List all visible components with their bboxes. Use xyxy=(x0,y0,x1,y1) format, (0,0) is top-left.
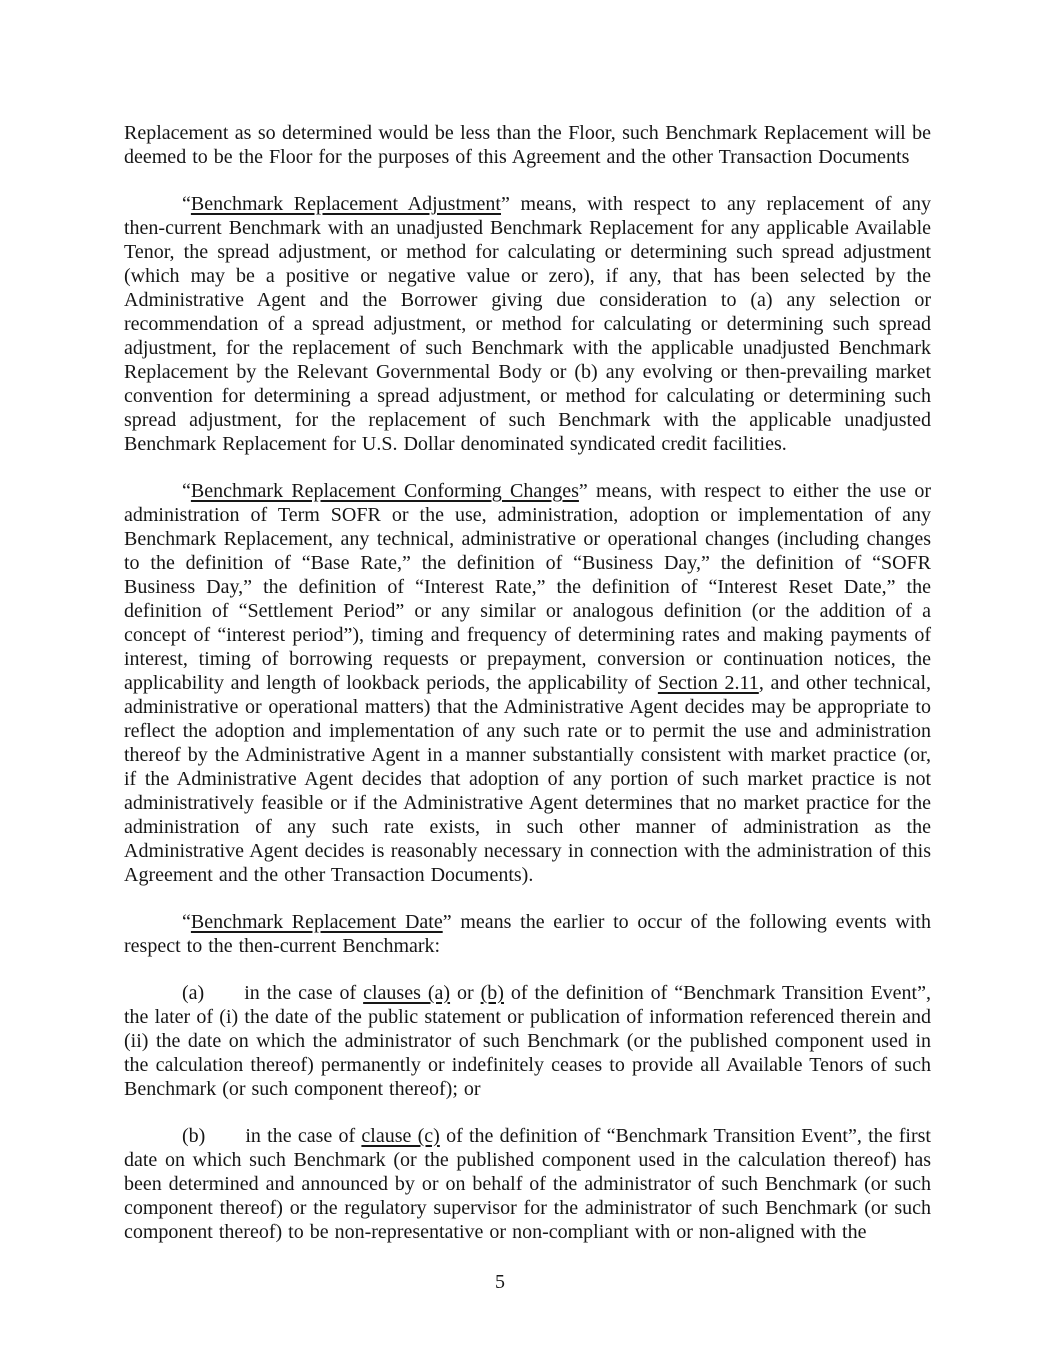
text-run: “ xyxy=(182,911,191,933)
page-number: 5 xyxy=(495,1271,505,1293)
underlined-term: (b) xyxy=(480,982,504,1004)
text-run: ” means, with respect to either the use or administration of Term SOFR or the use, administration, adoption or implementation of any Benchmark Replacement, any technical, administrative or operational changes (including changes to the definition of “Base Rate,” the definition of “Business Day,” the definition of “SOFR Business Day,” the definition of “Interest Rate,” the definition of “Interest Reset Date,” the definition of “Settlement Period” or any similar or analogous definition (or the addition of a concept of “interest period”), timing and frequency of determining rates and making payments of interest, timing of borrowing requests or prepayment, conversion or continuation notices, the applicability and length of lookback periods, the applicability of xyxy=(124,480,932,694)
definition-benchmark-replacement-adjustment xyxy=(124,192,931,456)
text-run: , and other technical, administrative or operational matters) that the Administrative Agent decides may be appropriate to reflect the adoption and implementation of any such rate or to permit the use and administration thereof by the Administrative Agent in a manner substantially consistent with market practice (or, if the Administrative Agent decides that adoption of any portion of such market practice is not administratively feasible or if the Administrative Agent determines that no market practice for the administration of any such rate exists, in such other manner of administration as the Administrative Agent decides is reasonably necessary in connection with the administration of this Agreement and the other Transaction Documents). xyxy=(124,672,932,886)
text-run: of the definition of “Benchmark Transition Event”, the later of (i) the date of the public statement or publication of information referenced therein and (ii) the date on which the administrator of such Benchmark (or the published component used in the calculation thereof) permanently or indefinitely ceases to provide all Available Tenors of such Benchmark (or such component thereof); or xyxy=(124,982,931,1100)
continuation-paragraph xyxy=(124,121,931,169)
clause-a-paragraph xyxy=(124,981,931,1101)
text-run: or xyxy=(450,982,481,1004)
text-run: in the case of xyxy=(244,982,364,1004)
text-run: ” means the earlier to occur of the following events with respect to the then-current Benchmark: xyxy=(124,911,931,957)
underlined-term: Benchmark Replacement Date xyxy=(190,911,443,933)
text-run: (a) xyxy=(182,982,205,1004)
underlined-term: clause (c) xyxy=(361,1125,440,1147)
clause-b-paragraph xyxy=(124,1124,931,1244)
text-run: (b) xyxy=(182,1125,206,1147)
text-run: “ xyxy=(182,193,191,215)
underlined-term: Benchmark Replacement Adjustment xyxy=(190,193,501,215)
underlined-term: Benchmark Replacement Conforming Changes xyxy=(190,480,579,502)
document-body xyxy=(124,121,931,1267)
text-run: “ xyxy=(182,480,191,502)
definition-benchmark-replacement-conforming-changes xyxy=(124,479,931,887)
text-run: Replacement as so determined would be less than the Floor, such Benchmark Replacement will be deemed to be the Floor for the purposes of this Agreement and the other Transaction Documents xyxy=(124,122,931,168)
text-run: of the definition of “Benchmark Transition Event”, the first date on which such Benchmark (or the published component used in the calculation thereof) has been determined and announced by or on behalf of the administrator of such Benchmark (or such component thereof) or the regulatory supervisor for the administrator of such Benchmark (or such component thereof) to be non-representative or non-compliant with or non-aligned with the xyxy=(124,1125,931,1243)
text-run: in the case of xyxy=(245,1125,362,1147)
underlined-term: Section 2.11 xyxy=(657,672,759,694)
underlined-term: clauses (a) xyxy=(363,982,451,1004)
text-run: ” means, with respect to any replacement of any then-current Benchmark with an unadjusted Benchmark Replacement for any applicable Available Tenor, the spread adjustment, or method for calculating or determining such spread adjustment (which may be a positive or negative value or zero), if any, that has been selected by the Administrative Agent and the Borrower giving due consideration to (a) any selection or recommendation of a spread adjustment, or method for calculating or determining such spread adjustment, for the replacement of such Benchmark with the applicable unadjusted Benchmark Replacement by the Relevant Governmental Body or (b) any evolving or then-prevailing market convention for determining a spread adjustment, or method for calculating or determining such spread adjustment, for the replacement of such Benchmark with the applicable unadjusted Benchmark Replacement for U.S. Dollar denominated syndicated credit facilities. xyxy=(124,193,932,455)
definition-benchmark-replacement-date xyxy=(124,910,931,958)
